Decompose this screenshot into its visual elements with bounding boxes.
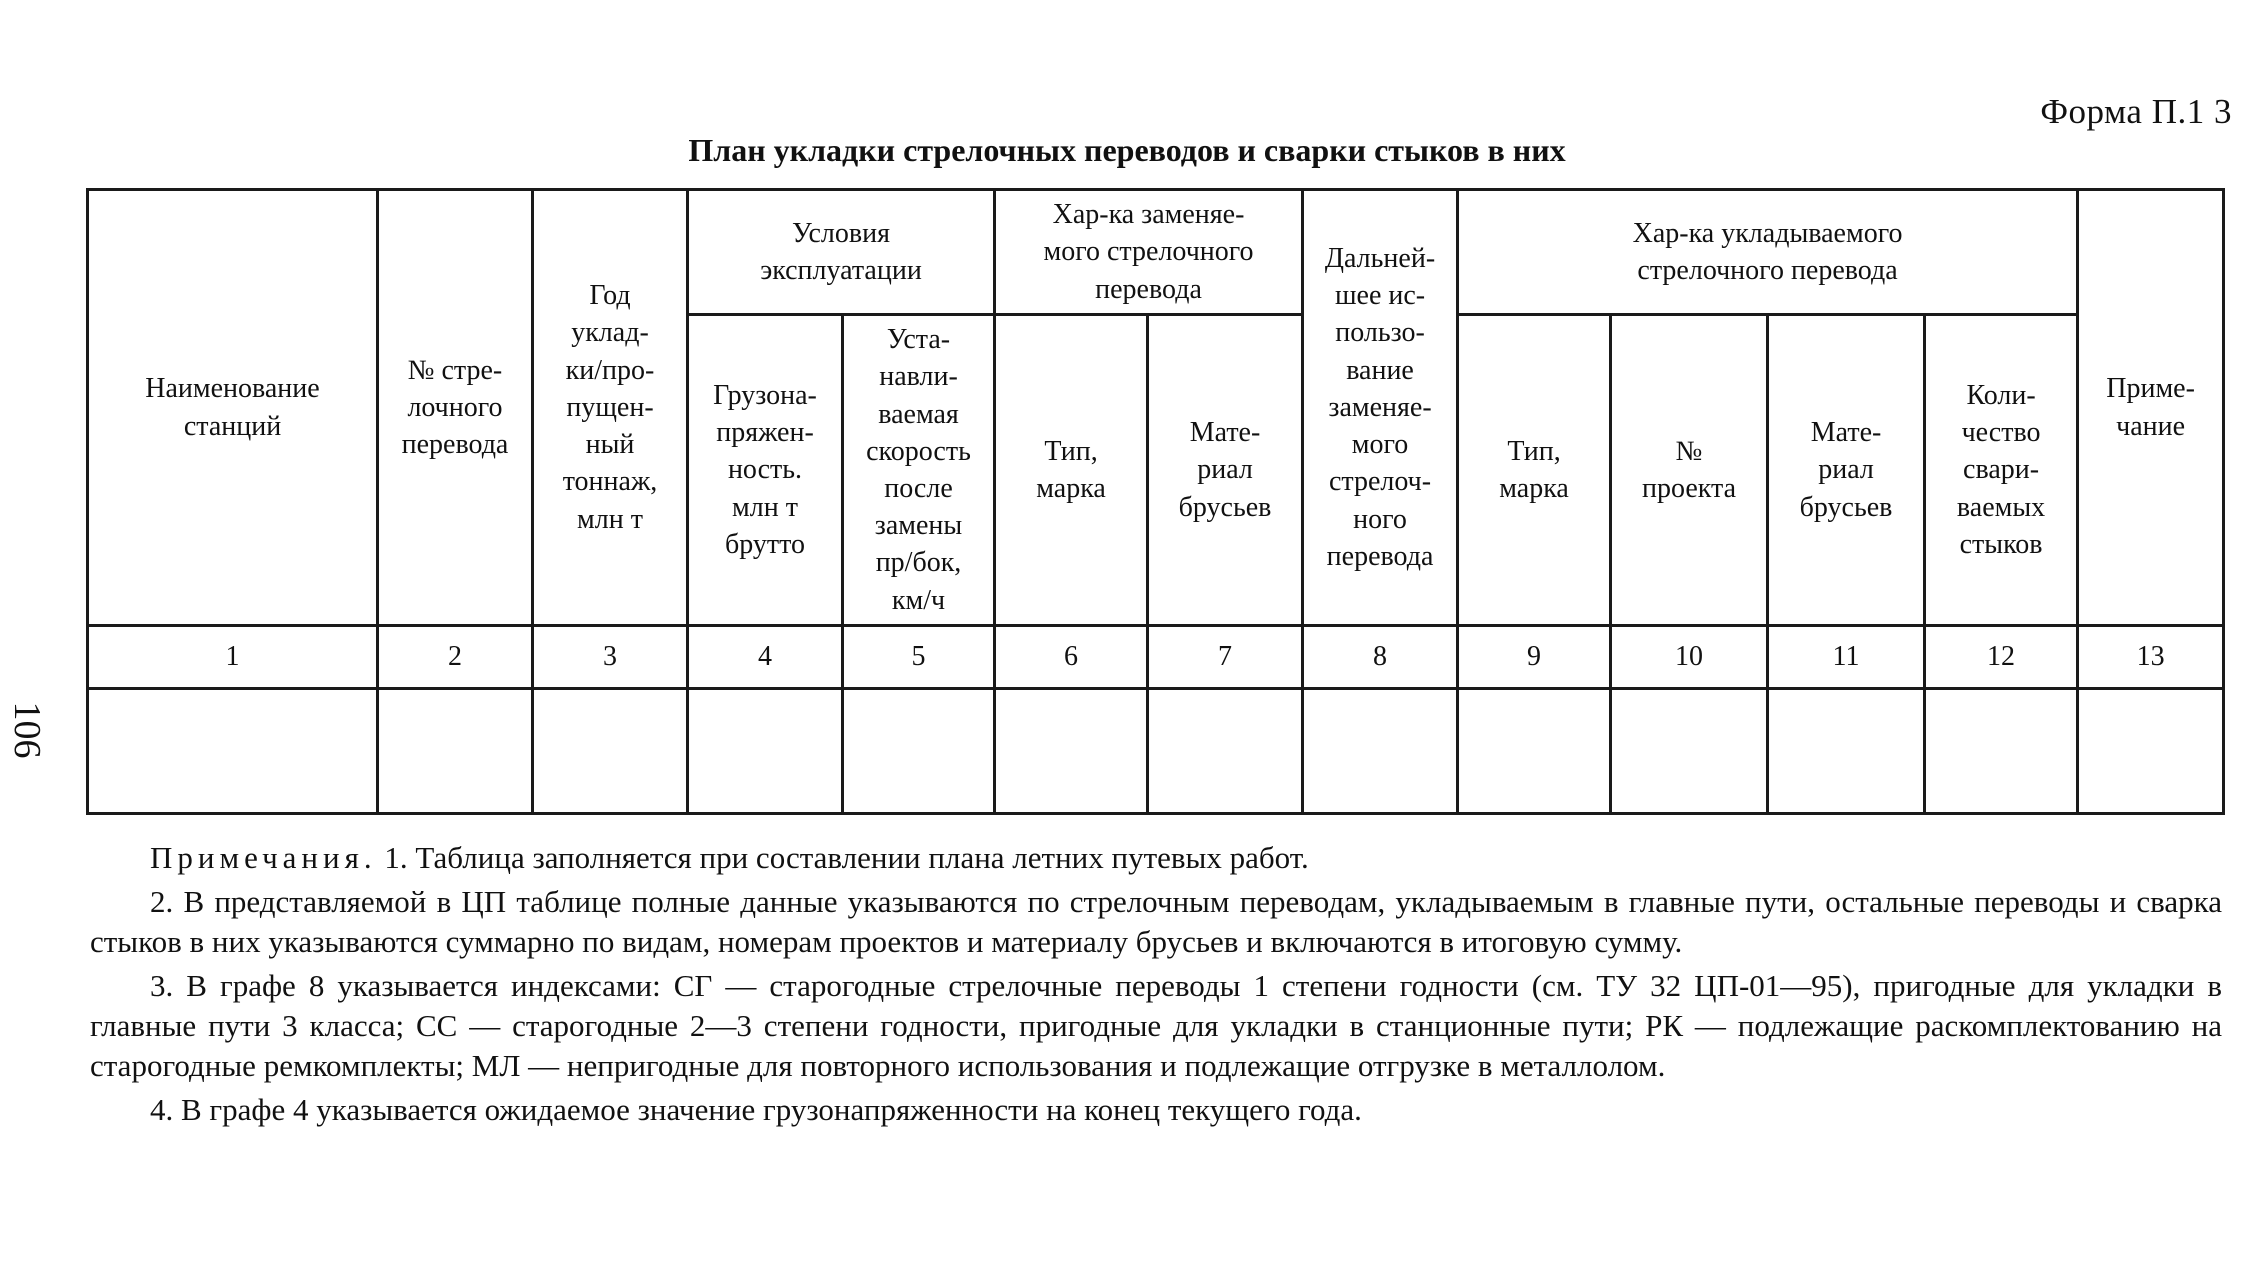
switch-laying-plan-table xyxy=(86,188,2225,815)
column-number: 9 xyxy=(1458,626,1611,689)
column-number: 5 xyxy=(843,626,995,689)
header-row-top xyxy=(88,190,2224,315)
page-number: 106 xyxy=(6,701,48,759)
note-2: 2. В представляемой в ЦП таблице полные данные указываются по стрелочным переводам, укладываемым в главные пути, остальные переводы и сварка стыков в них указываются суммарно по видам, номерам проектов и материалу брусьев и включаются в итоговую сумму. xyxy=(90,884,2222,959)
header-year-tonnage: Год уклад- ки/про- пущен- ный тоннаж, млн т xyxy=(533,190,688,626)
column-number: 3 xyxy=(533,626,688,689)
notes-section xyxy=(90,838,2222,1134)
form-label: Форма П.1 3 xyxy=(2040,92,2232,131)
empty-cell xyxy=(1611,689,1768,814)
column-number: 1 xyxy=(88,626,378,689)
column-number: 7 xyxy=(1148,626,1303,689)
header-station-name: Наименование станций xyxy=(88,190,378,626)
header-note: Приме- чание xyxy=(2078,190,2224,626)
column-number: 10 xyxy=(1611,626,1768,689)
empty-cell xyxy=(2078,689,2224,814)
column-number: 13 xyxy=(2078,626,2224,689)
header-switch-number: № стре- лочного перевода xyxy=(378,190,533,626)
empty-cell xyxy=(1303,689,1458,814)
empty-cell xyxy=(1458,689,1611,814)
empty-cell xyxy=(843,689,995,814)
header-tonnage: Грузона- пряжен- ность. млн т брутто xyxy=(688,315,843,626)
note-4: 4. В графе 4 указывается ожидаемое значение грузонапряженности на конец текущего года. xyxy=(150,1092,1362,1127)
header-welded-joints-count: Коли- чество свари- ваемых стыков xyxy=(1925,315,2078,626)
header-laid-switch-characteristics: Хар-ка укладываемого стрелочного перевода xyxy=(1458,190,2078,315)
column-number-row xyxy=(88,626,2224,689)
column-number: 6 xyxy=(995,626,1148,689)
header-further-use: Дальней- шее ис- пользо- вание заменяе- мого стрелоч- ного перевода xyxy=(1303,190,1458,626)
column-number: 12 xyxy=(1925,626,2078,689)
header-laid-project: № проекта xyxy=(1611,315,1768,626)
header-replaced-type: Тип, марка xyxy=(995,315,1148,626)
empty-cell xyxy=(995,689,1148,814)
note-1 xyxy=(90,838,2222,878)
empty-cell xyxy=(88,689,378,814)
column-number: 2 xyxy=(378,626,533,689)
document-title: План укладки стрелочных переводов и сварки стыков в них xyxy=(688,132,1566,168)
empty-data-row xyxy=(88,689,2224,814)
header-operating-conditions: Условия эксплуатации xyxy=(688,190,995,315)
notes-heading: Примечания. xyxy=(150,840,377,875)
empty-cell xyxy=(378,689,533,814)
header-replaced-material: Мате- риал брусьев xyxy=(1148,315,1303,626)
column-number: 11 xyxy=(1768,626,1925,689)
header-laid-type: Тип, марка xyxy=(1458,315,1611,626)
header-speed: Уста- навли- ваемая скорость после замены пр/бок, км/ч xyxy=(843,315,995,626)
header-laid-material: Мате- риал брусьев xyxy=(1768,315,1925,626)
header-replaced-switch-characteristics: Хар-ка заменяе- мого стрелочного перевода xyxy=(995,190,1303,315)
empty-cell xyxy=(1148,689,1303,814)
note-1-text: 1. Таблица заполняется при составлении плана летних путевых работ. xyxy=(384,840,1309,875)
note-3: 3. В графе 8 указывается индексами: СГ — старогодные стрелочные переводы 1 степени годности (см. ТУ 32 ЦП-01—95), пригодные для укладки в главные пути 3 класса; СС — старогодные 2—3 степени годности, пригодные для укладки в станционные пути; РК — подлежащие раскомплектованию на старогодные ремкомплекты; МЛ — непригодные для повторного использования и подлежащие отгрузке в металлолом. xyxy=(90,968,2222,1083)
empty-cell xyxy=(1768,689,1925,814)
column-number: 4 xyxy=(688,626,843,689)
empty-cell xyxy=(533,689,688,814)
empty-cell xyxy=(1925,689,2078,814)
column-number: 8 xyxy=(1303,626,1458,689)
empty-cell xyxy=(688,689,843,814)
